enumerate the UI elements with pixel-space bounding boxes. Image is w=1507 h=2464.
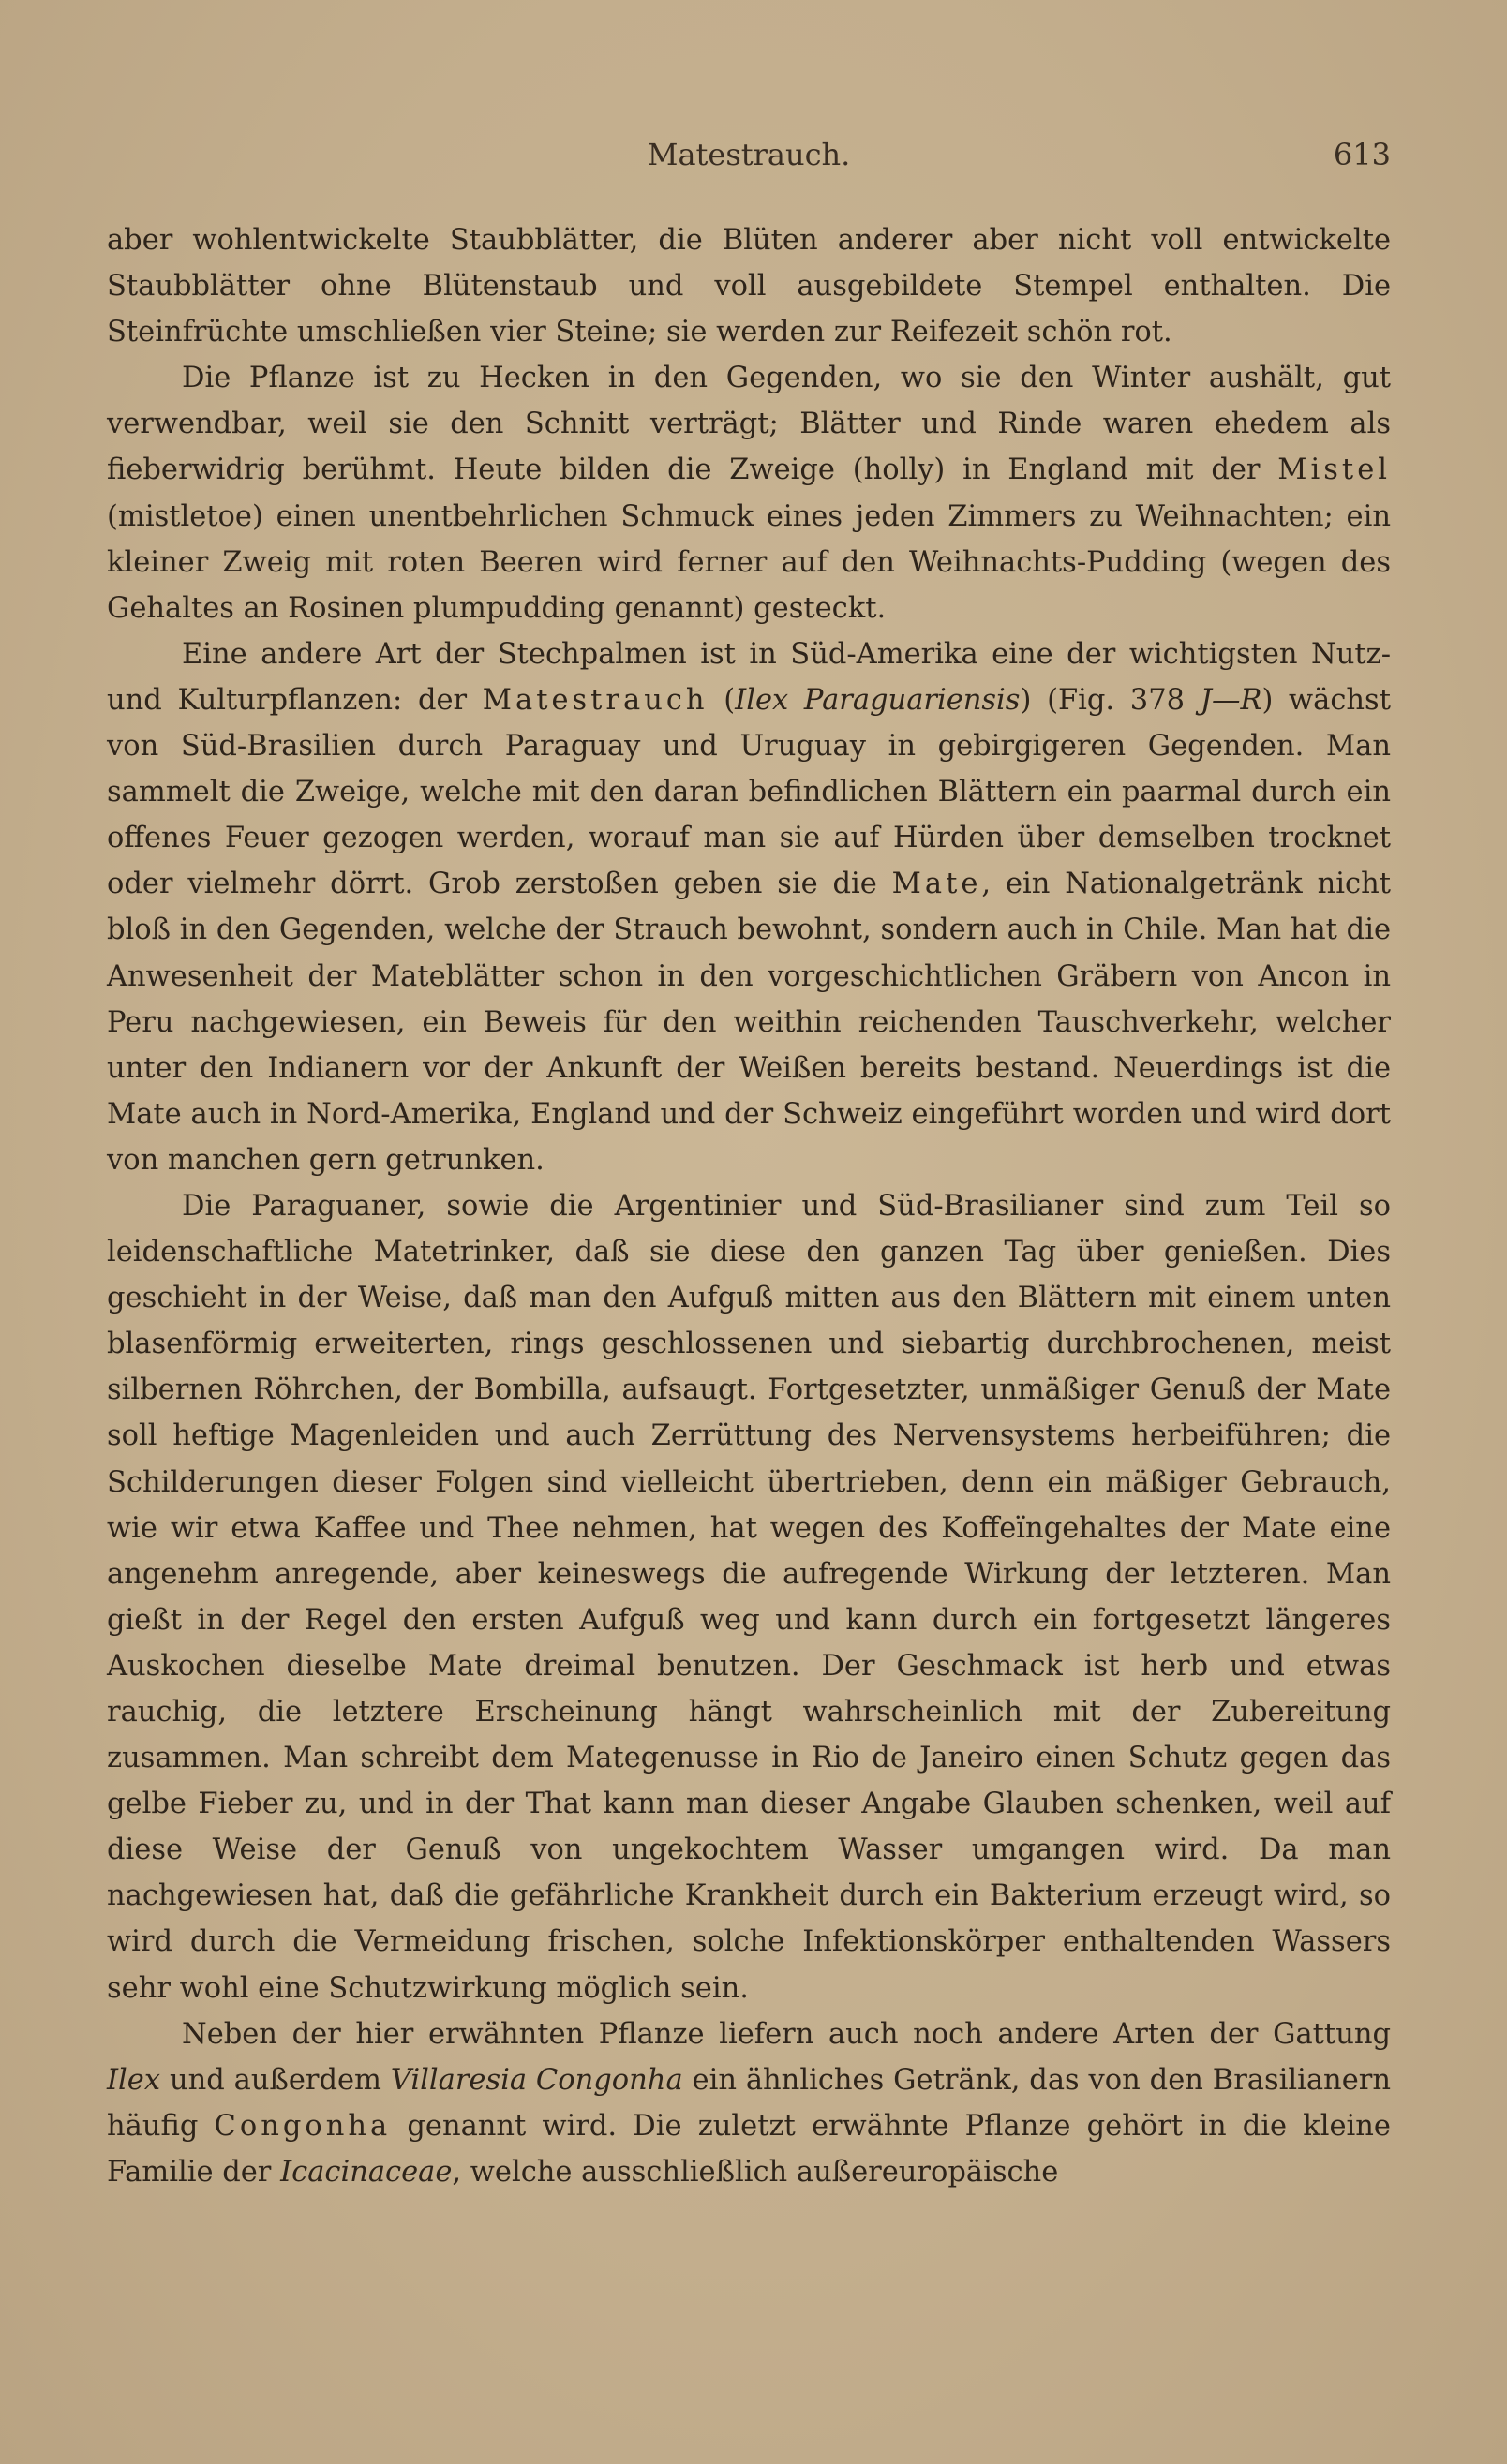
text-run: , welche ausschließlich außereuropäische [452, 2155, 1059, 2189]
text-run: Eine andere Art der Stechpalmen ist in Süd-Amerika eine der wichtigsten Nutz- und Kulturpflanzen: der [107, 637, 1391, 717]
text-run: Die Paraguaner, sowie die Argentinier und Süd-Brasilianer sind zum Teil so leidenschaftliche Matetrinker, daß sie diese den ganzen Tag über genießen. Dies geschieht in der Weise, daß man den Aufguß mitten aus den Blättern mit einem unten blasenförmig erweiterten, rings geschlossenen und siebartig durchbrochenen, meist silbernen Röhrchen, der Bombilla, aufsaugt. Fortgesetzter, unmäßiger Genuß der Mate soll heftige Magenleiden und auch Zerrüttung des Nervensystems herbeiführen; die Schilderungen dieser Folgen sind vielleicht übertrieben, denn ein mäßiger Gebrauch, wie wir etwa Kaffee und Thee nehmen, hat wegen des Koffeïngehaltes der Mate eine angenehm anregende, aber keineswegs die aufregende Wirkung der letzteren. Man gießt in der Regel den ersten Aufguß weg und kann durch ein fortgesetzt längeres Auskochen dieselbe Mate dreimal benutzen. Der Geschmack ist herb und etwas rauchig, die letztere Erscheinung hängt wahrscheinlich mit der Zubereitung zusammen. Man schreibt dem Mategenusse in Rio de Janeiro einen Schutz gegen das gelbe Fieber zu, und in der That kann man dieser Angabe Glauben schenken, weil auf diese Weise der Genuß von ungekochtem Wasser umgangen wird. Da man nachgewiesen hat, daß die gefährliche Krankheit durch ein Bakterium erzeugt wird, so wird durch die Vermeidung frischen, solche Infektionskörper enthaltenden Wassers sehr wohl eine Schutzwirkung möglich sein. [107, 1189, 1391, 2005]
running-title: Matestrauch. [647, 137, 851, 172]
page-header [107, 133, 1391, 178]
text-run: ) wächst von Süd-Brasilien durch Paraguay und Uruguay in gebirgigeren Gegenden. Man sammelt die Zweige, welche mit den daran befindlichen Blättern ein paarmal durch ein offenes Feuer gezogen werden, worauf man sie auf Hürden über demselben trocknet oder vielmehr dörrt. Grob zerstoßen geben sie die [107, 683, 1391, 901]
text-run: genannt wird. Die zuletzt erwähnte Pflanze gehört in die kleine Familie der [107, 2109, 1391, 2189]
text-run: aber wohlentwickelte Staubblätter, die Blüten anderer aber nicht voll entwickelte Staubblätter ohne Blütenstaub und voll ausgebildete Stempel enthalten. Die Steinfrüchte umschließen vier Steine; sie werden zur Reifezeit schön rot. [107, 224, 1391, 349]
text-run: ) (Fig. 378 [1020, 683, 1201, 717]
italic-text: Ilex [107, 2063, 161, 2097]
text-run: (mistletoe) einen unentbehrlichen Schmuck eines jeden Zimmers zu Weihnachten; ein kleiner Zweig mit roten Beeren wird ferner auf den Weihnachts-Pudding (wegen des Gehaltes an Rosinen plumpudding genannt) gesteckt. [107, 499, 1391, 625]
italic-text: J—R [1200, 683, 1262, 717]
paragraph [107, 355, 1391, 631]
paragraph [107, 1183, 1391, 2011]
text-run: und außerdem [160, 2063, 391, 2097]
paragraph [107, 2011, 1391, 2195]
italic-text: Villaresia Congonha [390, 2063, 683, 2097]
text-run: Die Pflanze ist zu Hecken in den Gegenden, wo sie den Winter aushält, gut verwendbar, weil sie den Schnitt verträgt; Blätter und Rinde waren ehedem als fieberwidrig berühmt. Heute bilden die Zweige (holly) in England mit der [107, 362, 1391, 487]
spaced-emphasis-text: Mate [891, 868, 982, 901]
italic-text: Icacinaceae [280, 2155, 453, 2189]
spaced-emphasis-text: Matestrauch [482, 683, 709, 717]
paragraph [107, 631, 1391, 1183]
page-number: 613 [1333, 137, 1391, 172]
text-run: ein ähnliches Getränk, das von den Brasilianern häufig [107, 2063, 1391, 2143]
italic-text: Ilex Paraguariensis [735, 683, 1021, 717]
text-run: ( [708, 683, 736, 717]
text-run: , ein Nationalgetränk nicht bloß in den Gegenden, welche der Strauch bewohnt, sondern auch in Chile. Man hat die Anwesenheit der Mateblätter schon in den vorgeschichtlichen Gräbern von Ancon in Peru nachgewiesen, ein Beweis für den weithin reichenden Tauschverkehr, welcher unter den Indianern vor der Ankunft der Weißen bereits bestand. Neuerdings ist die Mate auch in Nord-Amerika, England und der Schweiz eingeführt worden und wird dort von manchen gern getrunken. [107, 868, 1391, 1177]
body-text [107, 217, 1391, 2195]
spaced-emphasis-text: Congonha [214, 2109, 392, 2143]
spaced-emphasis-text: Mistel [1277, 453, 1391, 487]
paragraph [107, 217, 1391, 355]
text-run: Neben der hier erwähnten Pflanze liefern auch noch andere Arten der Gattung [182, 2017, 1391, 2051]
